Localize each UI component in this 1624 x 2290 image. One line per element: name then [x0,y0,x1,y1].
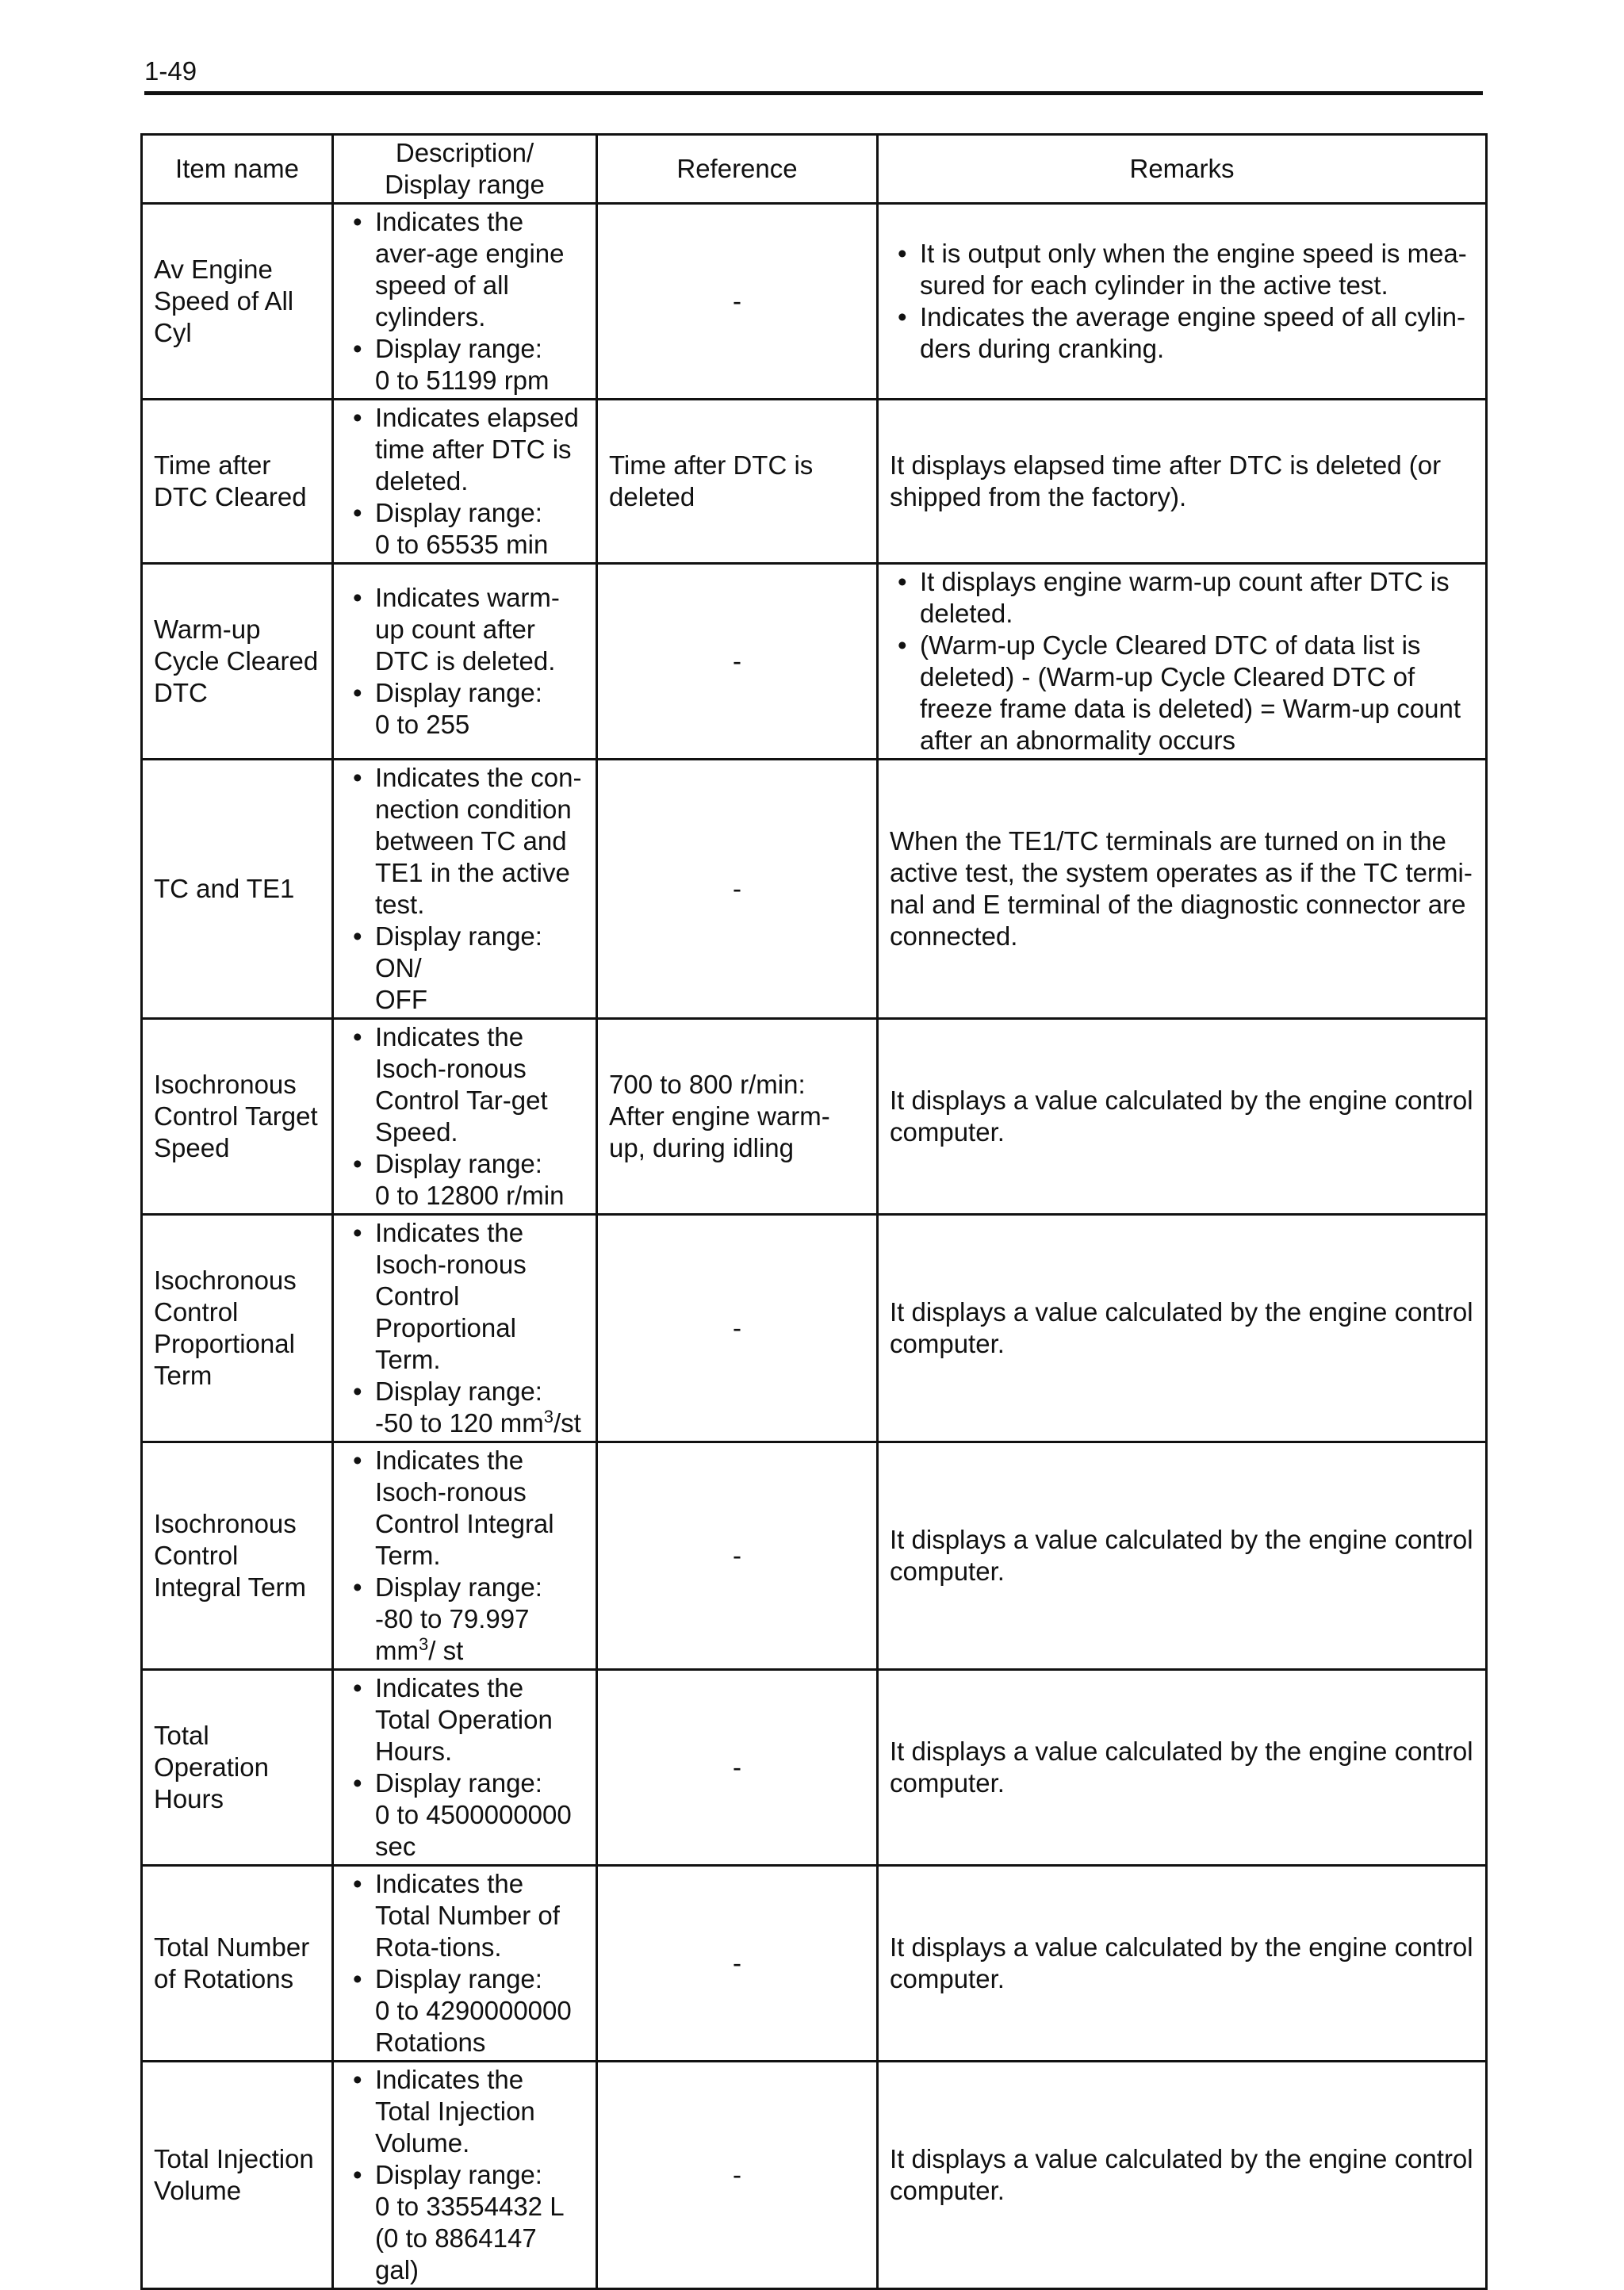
range-value [375,1603,584,1667]
description-cell [333,1670,597,1866]
description-cell [333,1215,597,1442]
table-row [142,1670,1487,1866]
reference-cell: 700 to 800 r/min: After engine warm-up, during idling [597,1019,878,1215]
remarks-cell: It displays elapsed time after DTC is deleted (or shipped from the factory). [878,400,1487,564]
range-value: 0 to 4500000000 sec [375,1800,572,1861]
remarks-bullet: • It is output only when the engine speed is mea-sured for each cylinder in the active test. [890,238,1474,301]
range-suffix: /st [553,1408,581,1438]
item-name-cell: TC and TE1 [142,760,333,1019]
description-range [345,1767,584,1863]
description-cell [333,564,597,760]
description-range [345,1963,584,2058]
range-value: 0 to 12800 r/min [375,1181,565,1210]
description-range [345,677,584,741]
range-value: 0 to 51199 rpm [375,366,550,395]
description-range [345,497,584,561]
range-value-secondary: (0 to 8864147 gal) [375,2223,537,2284]
description-cell [333,2062,597,2289]
range-label: • Display range: [375,678,542,707]
item-name-cell: Time after DTC Cleared [142,400,333,564]
header-item-name: Item name [142,135,333,204]
range-value: 0 to 65535 min [375,530,549,559]
page-number: 1-49 [144,56,197,86]
table-row [142,1019,1487,1215]
description-range [345,921,584,1016]
range-suffix: / st [428,1636,464,1665]
remarks-cell: It displays a value calculated by the engine control computer. [878,1442,1487,1670]
description-indicates: • Indicates the Isoch-ronous Control Integral Term. [345,1445,584,1572]
description-range [345,333,584,396]
remarks-bullet: • It displays engine warm-up count after DTC is deleted. [890,566,1474,630]
range-value: 0 to 255 [375,710,470,739]
table-row [142,564,1487,760]
range-superscript: 3 [543,1407,554,1426]
description-indicates: • Indicates the Total Injection Volume. [345,2064,584,2159]
remarks-bullet: • (Warm-up Cycle Cleared DTC of data list is deleted) - (Warm-up Cycle Cleared DTC of freeze frame data is deleted) = Warm-up count after an abnormality occurs [890,630,1474,756]
reference-cell: - [597,1866,878,2062]
reference-cell: - [597,1670,878,1866]
description-cell [333,1019,597,1215]
range-value [375,1407,584,1439]
reference-cell: Time after DTC is deleted [597,400,878,564]
description-indicates: • Indicates the aver-age engine speed of all cylinders. [345,206,584,333]
description-indicates: • Indicates the Total Operation Hours. [345,1672,584,1767]
reference-cell: - [597,204,878,400]
description-cell [333,400,597,564]
description-cell [333,760,597,1019]
reference-cell: - [597,1442,878,1670]
item-name-cell: Total Injection Volume [142,2062,333,2289]
range-superscript: 3 [418,1634,429,1654]
remarks-cell: It displays a value calculated by the engine control computer. [878,1866,1487,2062]
table-row [142,760,1487,1019]
table-row [142,1215,1487,1442]
remarks-cell: It displays a value calculated by the engine control computer. [878,2062,1487,2289]
range-value-text: -50 to 120 mm [375,1408,544,1438]
description-indicates: • Indicates elapsed time after DTC is deleted. [345,402,584,497]
description-cell [333,1866,597,2062]
range-label: • Display range: [375,1768,542,1798]
description-range [345,2159,584,2286]
item-name-cell: Total Number of Rotations [142,1866,333,2062]
description-range [345,1572,584,1667]
description-indicates: • Indicates the con-nection condition between TC and TE1 in the active test. [345,762,584,921]
remarks-cell [878,564,1487,760]
range-value: 0 to 33554432 L [375,2192,565,2221]
data-list-table [140,133,1488,2290]
table-row [142,204,1487,400]
table-header-row [142,135,1487,204]
description-cell [333,204,597,400]
range-label: • Display range: [375,1149,542,1178]
item-name-cell: Total Operation Hours [142,1670,333,1866]
reference-cell: - [597,2062,878,2289]
description-cell [333,1442,597,1670]
remarks-bullet: • Indicates the average engine speed of all cylin-ders during cranking. [890,301,1474,365]
range-label: • Display range: [375,2160,542,2189]
table-row [142,400,1487,564]
reference-cell: - [597,1215,878,1442]
range-label: • Display range: [375,1572,542,1602]
table-row [142,1442,1487,1670]
description-indicates: • Indicates warm-up count after DTC is deleted. [345,582,584,677]
item-name-cell: Isochronous Control Target Speed [142,1019,333,1215]
description-indicates: • Indicates the Isoch-ronous Control Tar-get Speed. [345,1021,584,1148]
remarks-cell: When the TE1/TC terminals are turned on in the active test, the system operates as if the TC termi-nal and E terminal of the diagnostic connector are connected. [878,760,1487,1019]
item-name-cell: Isochronous Control Integral Term [142,1442,333,1670]
remarks-cell: It displays a value calculated by the engine control computer. [878,1019,1487,1215]
remarks-cell [878,204,1487,400]
description-range [345,1148,584,1212]
item-name-cell: Isochronous Control Proportional Term [142,1215,333,1442]
table-row [142,1866,1487,2062]
range-label: • Display range: ON/ [375,921,542,982]
description-range [345,1376,584,1439]
range-label: • Display range: [375,1964,542,1993]
remarks-cell: It displays a value calculated by the engine control computer. [878,1670,1487,1866]
description-indicates: • Indicates the Total Number of Rota-tions. [345,1868,584,1963]
header-remarks: Remarks [878,135,1487,204]
remarks-cell: It displays a value calculated by the engine control computer. [878,1215,1487,1442]
range-value: OFF [375,985,427,1014]
item-name-cell: Av Engine Speed of All Cyl [142,204,333,400]
range-value-text: -80 to 79.997 mm [375,1604,530,1665]
header-reference: Reference [597,135,878,204]
range-label: • Display range: [375,498,542,527]
reference-cell: - [597,564,878,760]
table-row [142,2062,1487,2289]
header-description: Description/ Display range [333,135,597,204]
description-indicates: • Indicates the Isoch-ronous Control Proportional Term. [345,1217,584,1376]
range-label: • Display range: [375,334,542,363]
range-label: • Display range: [375,1377,542,1406]
reference-cell: - [597,760,878,1019]
header-rule [144,91,1483,95]
range-value: 0 to 4290000000 Rotations [375,1996,572,2057]
item-name-cell: Warm-up Cycle Cleared DTC [142,564,333,760]
